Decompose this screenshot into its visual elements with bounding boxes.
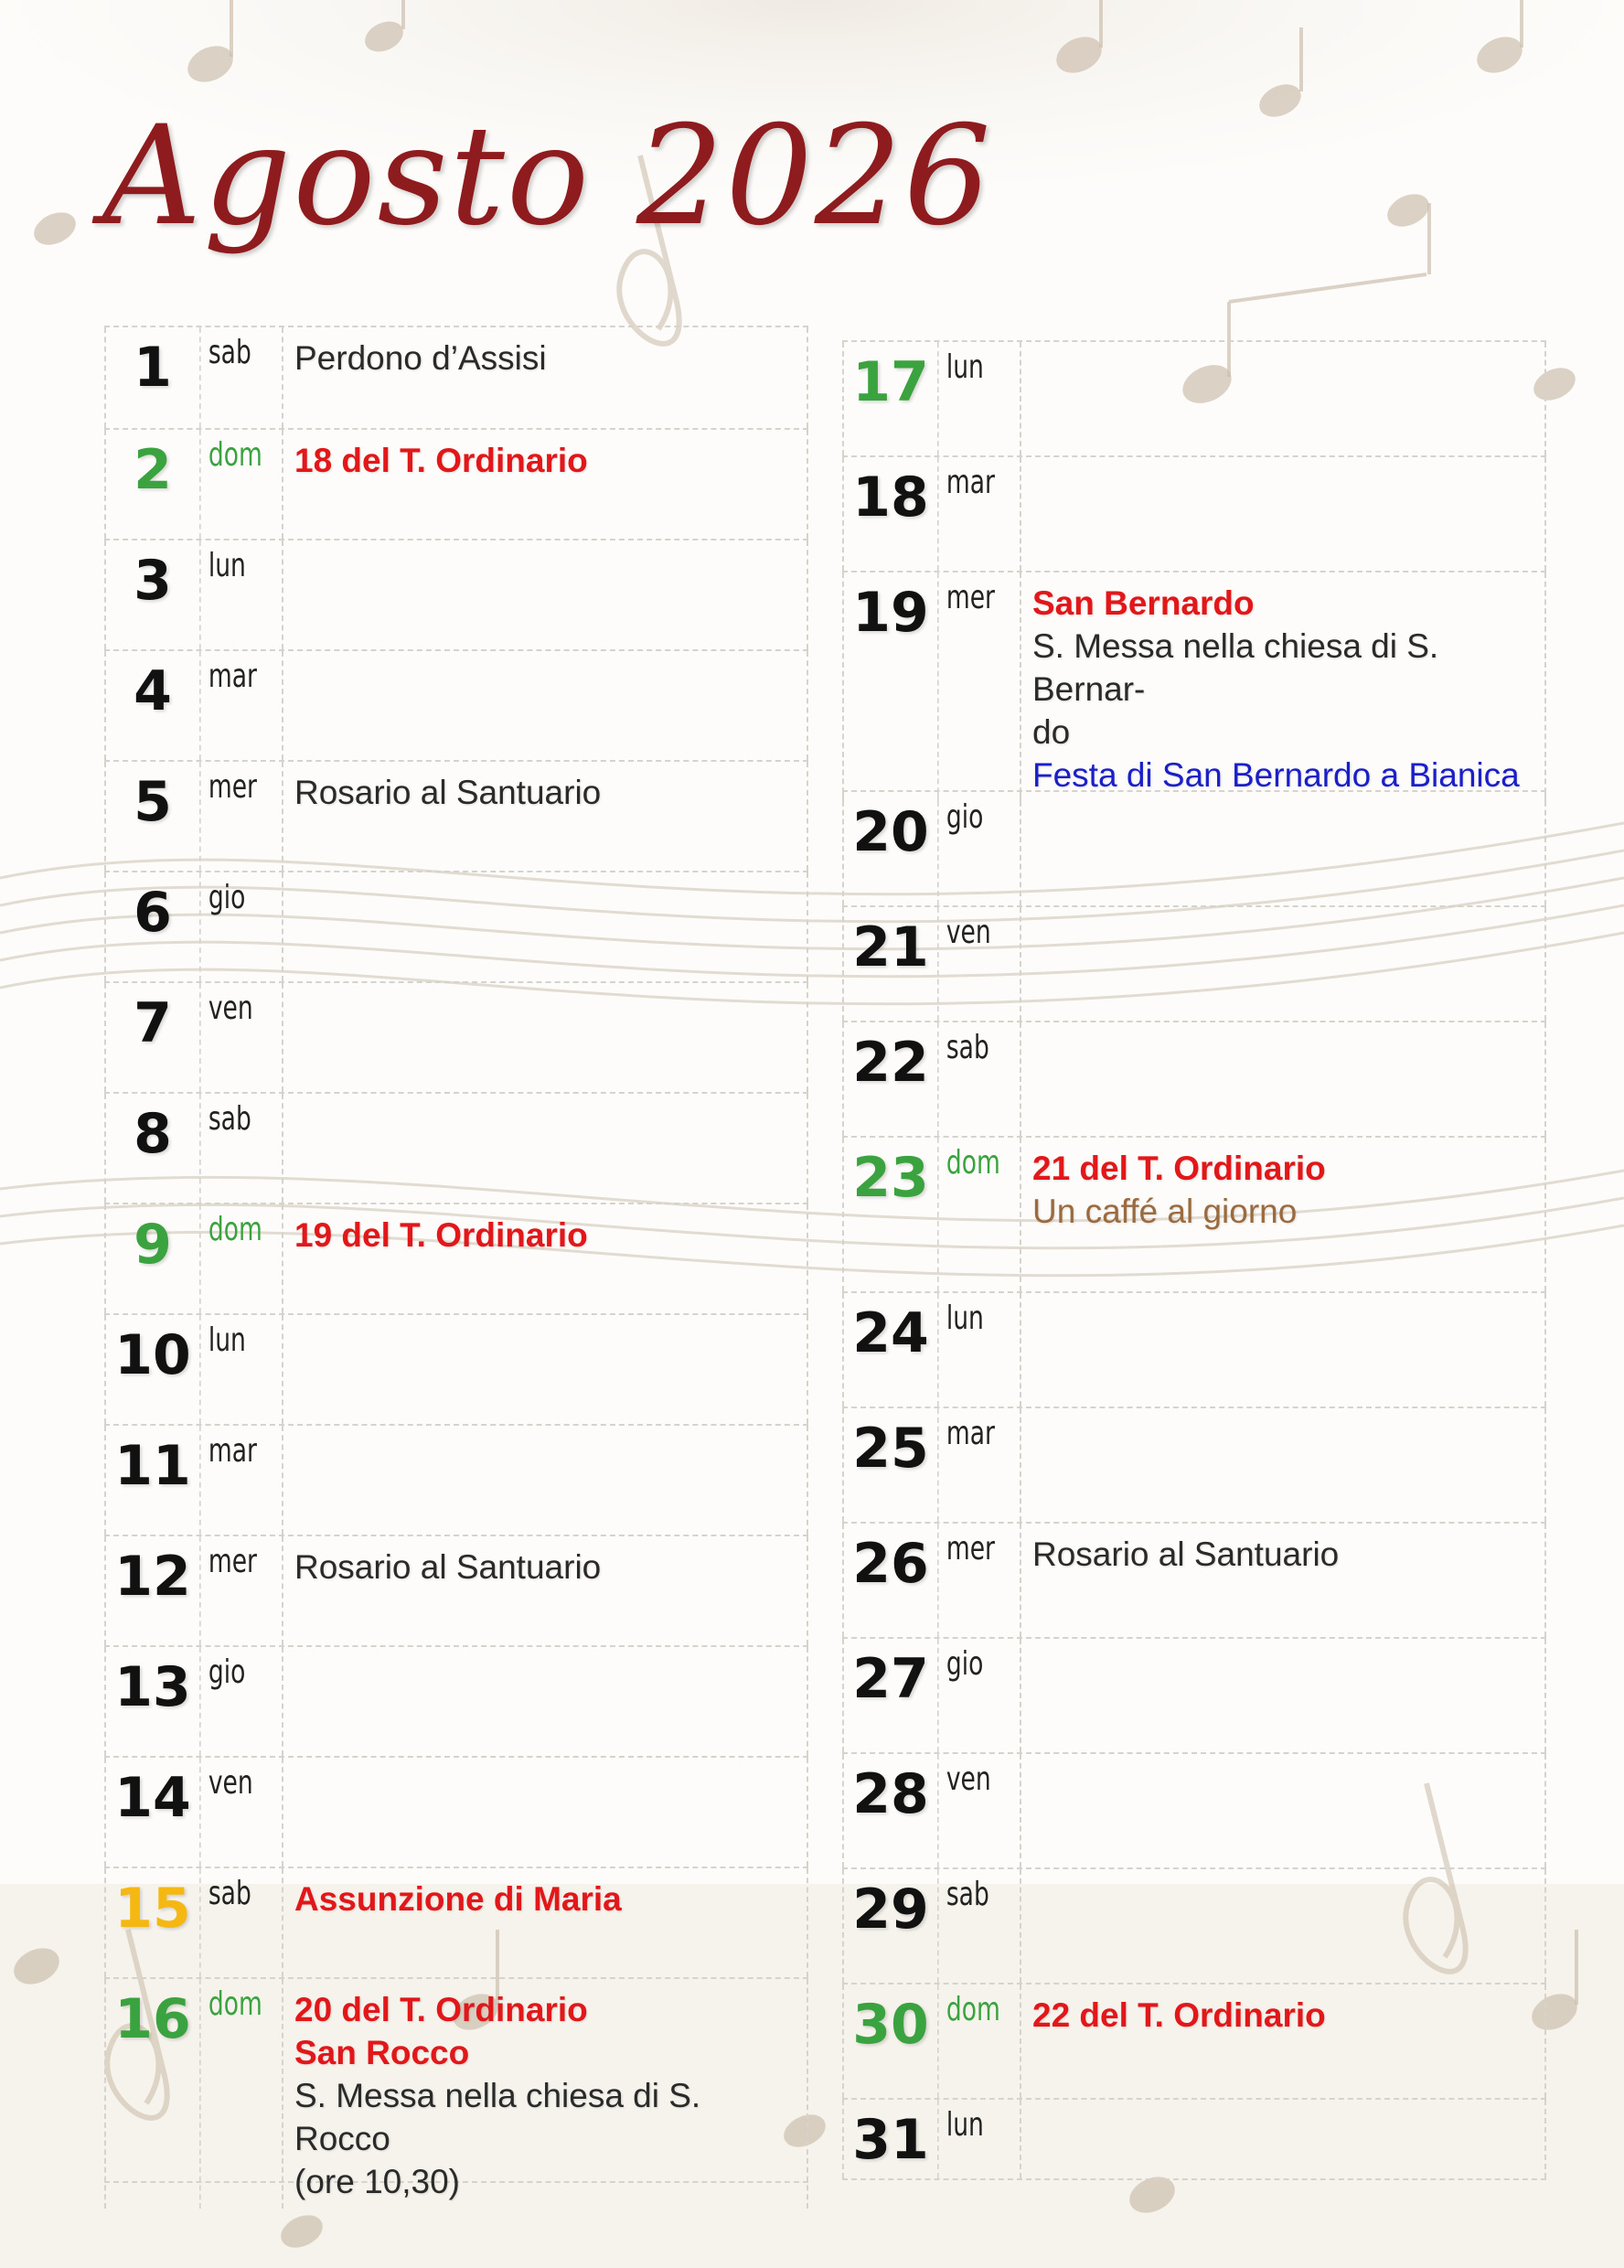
- event-text: Festa di San Bernardo a Bianica: [1032, 756, 1520, 794]
- weekday-label: sab: [937, 1022, 1005, 1136]
- weekday-label: ven: [937, 907, 1005, 1021]
- calendar-row-day-2: [104, 428, 808, 539]
- event-text: Rosario al Santuario: [294, 774, 602, 811]
- day-events: [1020, 792, 1546, 905]
- day-number: 25: [842, 1408, 937, 1522]
- day-events: [1020, 1984, 1546, 2098]
- weekday-label: lun: [937, 2100, 1005, 2178]
- weekday-label: dom: [937, 1138, 1005, 1291]
- day-number: 22: [842, 1022, 937, 1136]
- weekday-label: lun: [199, 1315, 267, 1424]
- weekday-label: mar: [199, 1426, 267, 1535]
- weekday-label: lun: [199, 540, 267, 649]
- calendar-row-day-26: [842, 1522, 1546, 1637]
- weekday-label: ven: [199, 983, 267, 1092]
- day-number: 6: [104, 872, 199, 981]
- event-text: Rosario al Santuario: [294, 1548, 602, 1586]
- day-events: [282, 1204, 808, 1313]
- day-number: 29: [842, 1869, 937, 1983]
- day-events: [1020, 1639, 1546, 1752]
- calendar-row-day-31: [842, 2098, 1546, 2180]
- day-events: [282, 872, 808, 981]
- weekday-label: dom: [199, 1979, 267, 2209]
- day-events: [282, 430, 808, 539]
- day-number: 24: [842, 1293, 937, 1407]
- weekday-label: sab: [937, 1869, 1005, 1983]
- event-text: Rosario al Santuario: [1032, 1535, 1340, 1573]
- weekday-label: gio: [199, 1647, 267, 1756]
- weekday-label: sab: [199, 1094, 267, 1203]
- event-text: San Bernardo: [1032, 584, 1255, 622]
- day-events: [1020, 1293, 1546, 1407]
- day-number: 23: [842, 1138, 937, 1291]
- event-text: Perdono d’Assisi: [294, 339, 547, 377]
- event-text: S. Messa nella chiesa di S. Rocco: [294, 2077, 701, 2157]
- day-events: [1020, 342, 1546, 455]
- day-events: [1020, 907, 1546, 1021]
- calendar-row-day-6: [104, 871, 808, 981]
- day-number: 12: [104, 1536, 199, 1645]
- calendar-column-left: [104, 326, 808, 2200]
- weekday-label: mar: [937, 457, 1005, 571]
- calendar-row-day-16: [104, 1977, 808, 2200]
- calendar-row-day-28: [842, 1752, 1546, 1867]
- day-events: [282, 1315, 808, 1424]
- weekday-label: mar: [199, 651, 267, 760]
- event-text: 18 del T. Ordinario: [294, 442, 588, 479]
- day-number: 1: [104, 327, 199, 428]
- calendar-row-day-7: [104, 981, 808, 1092]
- weekday-label: ven: [937, 1754, 1005, 1867]
- calendar-row-day-19: [842, 571, 1546, 794]
- day-number: 30: [842, 1984, 937, 2098]
- calendar-row-day-1: [104, 326, 808, 428]
- event-text: 19 del T. Ordinario: [294, 1216, 588, 1254]
- day-events: [282, 1426, 808, 1535]
- day-events: [282, 327, 808, 428]
- event-text: (ore 10,30): [294, 2163, 460, 2200]
- day-number: 26: [842, 1524, 937, 1637]
- event-text: Un caffé al giorno: [1032, 1193, 1298, 1230]
- day-number: 10: [104, 1315, 199, 1424]
- calendar-row-day-12: [104, 1535, 808, 1645]
- calendar-row-day-11: [104, 1424, 808, 1535]
- calendar-row-day-13: [104, 1645, 808, 1756]
- day-events: [1020, 1524, 1546, 1637]
- day-events: [1020, 1869, 1546, 1983]
- calendar-row-day-27: [842, 1637, 1546, 1752]
- weekday-label: mer: [937, 572, 1005, 802]
- day-number: 17: [842, 342, 937, 455]
- day-events: [1020, 457, 1546, 571]
- day-events: [1020, 1138, 1546, 1291]
- event-text: do: [1032, 713, 1071, 751]
- calendar-row-day-8: [104, 1092, 808, 1203]
- day-events: [282, 1536, 808, 1645]
- weekday-label: lun: [937, 342, 1005, 455]
- day-events: [282, 1647, 808, 1756]
- day-events: [1020, 1022, 1546, 1136]
- day-events: [282, 1868, 808, 1977]
- weekday-label: ven: [199, 1758, 267, 1867]
- calendar-row-day-9: [104, 1203, 808, 1313]
- calendar-row-day-25: [842, 1407, 1546, 1522]
- day-number: 20: [842, 792, 937, 905]
- weekday-label: lun: [937, 1293, 1005, 1407]
- day-number: 2: [104, 430, 199, 539]
- day-number: 14: [104, 1758, 199, 1867]
- calendar-row-day-30: [842, 1983, 1546, 2098]
- calendar-row-day-21: [842, 905, 1546, 1021]
- weekday-label: dom: [199, 430, 267, 539]
- calendar-row-day-4: [104, 649, 808, 760]
- calendar-row-day-5: [104, 760, 808, 871]
- day-number: 5: [104, 762, 199, 871]
- day-number: 16: [104, 1979, 199, 2209]
- calendar-row-day-24: [842, 1291, 1546, 1407]
- weekday-label: mer: [199, 762, 267, 871]
- calendar-row-day-3: [104, 539, 808, 649]
- calendar-row-day-14: [104, 1756, 808, 1867]
- event-text: Assunzione di Maria: [294, 1880, 622, 1918]
- day-events: [282, 1979, 808, 2209]
- event-text: San Rocco: [294, 2034, 470, 2071]
- page-title: Agosto 2026: [102, 97, 993, 256]
- day-number: 27: [842, 1639, 937, 1752]
- weekday-label: sab: [199, 1868, 267, 1977]
- weekday-label: gio: [199, 872, 267, 981]
- weekday-label: gio: [937, 1639, 1005, 1752]
- weekday-label: mar: [937, 1408, 1005, 1522]
- calendar-row-day-22: [842, 1021, 1546, 1136]
- day-number: 21: [842, 907, 937, 1021]
- day-number: 7: [104, 983, 199, 1092]
- day-number: 4: [104, 651, 199, 760]
- calendar-row-day-15: [104, 1867, 808, 1977]
- day-events: [1020, 572, 1546, 802]
- day-number: 9: [104, 1204, 199, 1313]
- calendar-column-right: [842, 340, 1546, 2180]
- calendar-row-day-29: [842, 1867, 1546, 1983]
- weekday-label: dom: [937, 1984, 1005, 2098]
- day-number: 8: [104, 1094, 199, 1203]
- day-number: 13: [104, 1647, 199, 1756]
- day-events: [1020, 2100, 1546, 2178]
- event-text: S. Messa nella chiesa di S. Bernar-: [1032, 627, 1439, 708]
- calendar-row-day-20: [842, 790, 1546, 905]
- day-number: 31: [842, 2100, 937, 2178]
- day-events: [282, 983, 808, 1092]
- day-number: 15: [104, 1868, 199, 1977]
- weekday-label: dom: [199, 1204, 267, 1313]
- calendar-row-day-10: [104, 1313, 808, 1424]
- day-number: 11: [104, 1426, 199, 1535]
- weekday-label: gio: [937, 792, 1005, 905]
- day-number: 18: [842, 457, 937, 571]
- day-events: [1020, 1754, 1546, 1867]
- calendar-row-day-23: [842, 1136, 1546, 1291]
- day-events: [282, 762, 808, 871]
- day-number: 28: [842, 1754, 937, 1867]
- event-text: 21 del T. Ordinario: [1032, 1150, 1326, 1187]
- day-events: [282, 1094, 808, 1203]
- event-text: 20 del T. Ordinario: [294, 1991, 588, 2028]
- day-events: [282, 1758, 808, 1867]
- day-events: [282, 651, 808, 760]
- weekday-label: sab: [199, 327, 267, 428]
- day-number: 3: [104, 540, 199, 649]
- event-text: 22 del T. Ordinario: [1032, 1996, 1326, 2034]
- day-events: [282, 540, 808, 649]
- weekday-label: mer: [199, 1536, 267, 1645]
- calendar-row-day-17: [842, 340, 1546, 455]
- day-events: [1020, 1408, 1546, 1522]
- weekday-label: mer: [937, 1524, 1005, 1637]
- day-number: 19: [842, 572, 937, 802]
- calendar-row-day-18: [842, 455, 1546, 571]
